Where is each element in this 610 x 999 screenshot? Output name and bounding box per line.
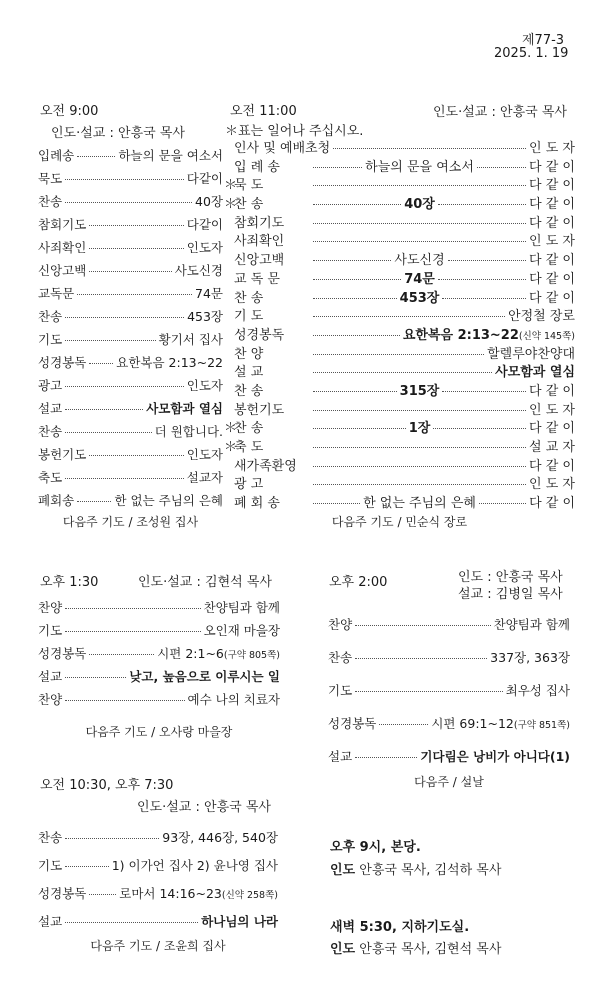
order-row [38, 466, 223, 489]
item-page-ref: (구약 805쪽) [223, 650, 280, 661]
item-label: 참회기도 [234, 215, 285, 231]
item-label: 신앙고백 [38, 263, 87, 278]
item-label: 찬 송 [234, 197, 264, 213]
order-row [38, 619, 280, 642]
s9-leader: 인도·설교 : 안흥국 목사 [51, 126, 185, 141]
s530-leader: 안흥국 목사, 김현석 목사 [359, 942, 502, 957]
order-row [224, 177, 575, 196]
item-value: 하나님의 나라 [201, 914, 278, 929]
item-label: 교독문 [38, 286, 75, 301]
order-row [38, 190, 223, 213]
item-label: 폐회송 [38, 493, 75, 508]
s530-leader-line [330, 938, 501, 957]
item-value: 로마서 14:16~23 [119, 886, 222, 901]
item-value: 인 도 자 [529, 477, 575, 493]
item-page-ref: (구약 851쪽) [513, 720, 570, 731]
item-label: 새가족환영 [234, 458, 297, 474]
order-row [328, 740, 570, 773]
item-label: 설교 [328, 749, 353, 764]
order-row [224, 159, 575, 178]
order-row [38, 236, 223, 259]
item-center: 1장 [408, 421, 431, 437]
item-label: 성경봉독 [234, 327, 285, 343]
s9-title: 오전 9:00 [40, 104, 99, 119]
leader-dots [355, 658, 487, 659]
order-row [224, 495, 575, 514]
item-value: 인도자 [186, 240, 223, 255]
item-label: 찬송 [38, 194, 63, 209]
item-value: 인도자 [186, 378, 223, 393]
item-label: 축도 [38, 470, 63, 485]
order-row [38, 665, 280, 688]
leader-dots [313, 223, 526, 224]
item-value: 다 같 이 [529, 253, 575, 269]
s530-title: 새벽 5:30, 지하기도실. [330, 920, 470, 935]
item-value: 337장, 363장 [490, 650, 570, 665]
item-page-ref: (신약 258쪽) [221, 890, 278, 901]
item-label: 축 도 [234, 440, 264, 455]
item-value: 찬양팀과 함께 [203, 600, 280, 615]
item-label: 입 례 송 [234, 159, 280, 175]
item-value: 인 도 자 [529, 402, 575, 418]
leader-dots [438, 279, 526, 280]
item-value: 설교자 [186, 470, 223, 485]
item-label: 교 독 문 [234, 271, 280, 287]
order-row [224, 383, 575, 402]
s130-order [38, 596, 280, 711]
item-label: 기도 [38, 858, 63, 873]
item-value: 다같이 [186, 171, 223, 186]
leader-dots [313, 167, 362, 168]
item-value: 한 없는 주님의 은혜 [114, 493, 223, 508]
order-row [38, 908, 278, 936]
item-label: 찬 송 [234, 290, 264, 306]
item-label: 찬송 [38, 309, 63, 324]
item-value: 40장 [195, 194, 223, 209]
standing-mark: ＊ [224, 178, 238, 194]
order-row [38, 824, 278, 852]
item-label: 성경봉독 [328, 716, 377, 731]
leader-dots [65, 677, 126, 678]
standing-mark: ＊ [224, 421, 238, 437]
item-value: 다 같 이 [529, 178, 575, 194]
s200-next: 다음주 / 설날 [414, 775, 484, 789]
leader-dots [89, 225, 183, 226]
order-row [224, 215, 575, 234]
leader-dots [65, 700, 184, 701]
order-row [38, 305, 223, 328]
order-row [38, 642, 280, 665]
item-value: 다 같 이 [529, 271, 576, 287]
s900pm-leader: 안흥국 목사, 김석하 목사 [359, 863, 502, 878]
leader-dots [89, 455, 183, 456]
leader-dots [65, 478, 184, 479]
item-value: 다 같 이 [529, 458, 575, 474]
item-label: 찬 송 [234, 421, 264, 437]
order-row [224, 252, 575, 271]
item-center: 315장 [399, 383, 440, 399]
standing-mark: ＊ [224, 197, 238, 213]
item-label: 찬양 [328, 617, 353, 632]
leader-dots [313, 484, 526, 485]
document-date: 2025. 1. 19 [494, 46, 569, 61]
order-row [328, 608, 570, 641]
leader-dots [65, 608, 200, 609]
item-label: 참회기도 [38, 217, 87, 232]
item-value: 황기서 집사 [158, 332, 223, 347]
order-row [224, 196, 575, 215]
item-value: 시편 69:1~12 [431, 716, 514, 731]
order-row [224, 233, 575, 252]
order-row [224, 364, 575, 383]
leader-dots [77, 294, 192, 295]
leader-dots [89, 654, 154, 655]
item-center: 한 없는 주님의 은혜 [363, 496, 476, 512]
leader-dots [65, 922, 198, 923]
s900pm-title: 오후 9시, 본당. [330, 840, 421, 855]
order-row [224, 271, 575, 290]
item-value: 다 같 이 [529, 197, 576, 213]
s9-order [38, 144, 223, 512]
order-row [38, 688, 280, 711]
item-value: 사모함과 열심 [495, 365, 575, 381]
leader-dots [438, 204, 526, 205]
item-value: 더 원합니다. [154, 424, 223, 439]
s11-title: 오전 11:00 [230, 104, 297, 119]
leader-dots [442, 298, 526, 299]
document-number: 제77-3 [522, 33, 565, 48]
item-value: 사도신경 [174, 263, 223, 278]
leader-dots [65, 838, 159, 839]
leader-dots [313, 298, 397, 299]
order-row [38, 213, 223, 236]
order-row [38, 328, 223, 351]
leader-dots [313, 466, 526, 467]
item-label: 폐 회 송 [234, 496, 280, 512]
leader-dots [313, 204, 401, 205]
order-row [38, 167, 223, 190]
item-label: 사죄확인 [234, 234, 285, 250]
leader-dots [65, 432, 152, 433]
s900pm-leader-label: 인도 [330, 863, 356, 878]
item-label: 찬송 [328, 650, 353, 665]
order-row [38, 144, 223, 167]
leader-dots [313, 372, 492, 373]
leader-dots [65, 386, 184, 387]
item-label: 찬 양 [234, 346, 264, 362]
s900pm-leader-line [330, 859, 501, 878]
item-label: 묵 도 [234, 178, 264, 194]
item-value: 요한복음 2:13~22 [116, 355, 223, 370]
item-center: 40장 [404, 197, 435, 213]
leader-dots [65, 866, 109, 867]
order-row [224, 476, 575, 495]
order-row [38, 351, 223, 374]
leader-dots [65, 631, 200, 632]
leader-dots [65, 317, 184, 318]
leader-dots [477, 167, 526, 168]
item-value: 최우성 집사 [505, 683, 570, 698]
leader-dots [313, 316, 505, 317]
leader-dots [333, 148, 526, 149]
order-row [328, 641, 570, 674]
item-center: 74문 [404, 271, 435, 287]
leader-dots [313, 503, 360, 504]
leader-dots [65, 409, 143, 410]
order-row [38, 443, 223, 466]
item-value: 1) 이가언 집사 2) 윤나영 집사 [111, 858, 278, 873]
item-label: 찬 송 [234, 383, 264, 399]
leader-dots [77, 501, 111, 502]
order-row [224, 346, 575, 365]
item-value: 다 같 이 [529, 290, 575, 306]
item-label: 사죄확인 [38, 240, 87, 255]
order-row [38, 489, 223, 512]
item-label: 입례송 [38, 148, 75, 163]
order-row [328, 707, 570, 740]
s1030-title: 오전 10:30, 오후 7:30 [40, 778, 174, 793]
leader-dots [313, 410, 526, 411]
leader-dots [313, 335, 400, 336]
item-label: 설교 [38, 914, 63, 929]
item-label: 설 교 [234, 365, 264, 381]
leader-dots [479, 503, 526, 504]
item-value: 다 같 이 [529, 215, 575, 231]
item-value: 인도자 [186, 447, 223, 462]
item-value: 오인재 마을장 [203, 623, 280, 638]
leader-dots [355, 757, 417, 758]
item-label: 봉헌기도 [38, 447, 87, 462]
leader-dots [313, 447, 526, 448]
leader-dots [448, 260, 526, 261]
order-row [38, 282, 223, 305]
item-value: 93장, 446장, 540장 [162, 830, 278, 845]
s530-leader-label: 인도 [330, 942, 356, 957]
leader-dots [65, 340, 155, 341]
s130-leader: 인도·설교 : 김현석 목사 [138, 575, 272, 590]
leader-dots [442, 391, 526, 392]
item-label: 설교 [38, 669, 63, 684]
order-row [38, 880, 278, 908]
order-row [38, 259, 223, 282]
s130-title: 오후 1:30 [40, 575, 99, 590]
s11-next: 다음주 기도 / 민순식 장로 [331, 515, 468, 529]
item-value: 하늘의 문을 여소서 [118, 148, 223, 163]
item-label: 광 고 [234, 477, 264, 493]
order-row [224, 327, 575, 346]
leader-dots [89, 248, 183, 249]
item-label: 성경봉독 [38, 355, 87, 370]
item-label: 찬양 [38, 600, 63, 615]
leader-dots [65, 202, 192, 203]
item-label: 기도 [38, 332, 63, 347]
item-label: 광고 [38, 378, 63, 393]
order-row [38, 596, 280, 619]
order-row [38, 374, 223, 397]
item-value: 다 같 이 [529, 421, 575, 437]
item-label: 기도 [38, 623, 63, 638]
item-label: 신앙고백 [234, 253, 285, 269]
s11-order [224, 140, 575, 514]
leader-dots [379, 724, 428, 725]
s11-leader: 인도·설교 : 안흥국 목사 [433, 105, 567, 120]
leader-dots [89, 363, 113, 364]
s9-next: 다음주 기도 / 조성원 집사 [62, 515, 199, 529]
item-center: 사도신경 [394, 253, 445, 269]
item-label: 기 도 [234, 309, 264, 325]
item-value: 인 도 자 [529, 234, 575, 250]
s1030-order [38, 824, 278, 936]
item-label: 성경봉독 [38, 886, 87, 901]
leader-dots [433, 428, 526, 429]
order-row [224, 308, 575, 327]
item-label: 찬양 [38, 692, 63, 707]
order-row [328, 674, 570, 707]
item-center: 요한복음 2:13~22 [402, 327, 519, 343]
item-label: 설교 [38, 401, 63, 416]
item-value: 다 같 이 [529, 383, 575, 399]
item-center: 453장 [399, 290, 440, 306]
item-value: 낮고, 높음으로 이루시는 일 [129, 669, 280, 684]
item-value: 할렐루야찬양대 [487, 346, 575, 362]
order-row [224, 439, 575, 458]
leader-dots [313, 354, 484, 355]
s130-next: 다음주 기도 / 오사랑 마을장 [85, 725, 233, 739]
item-label: 찬송 [38, 424, 63, 439]
leader-dots [89, 271, 171, 272]
item-value: 찬양팀과 함께 [493, 617, 570, 632]
s200-order [328, 608, 570, 773]
order-row [224, 458, 575, 477]
item-center: 하늘의 문을 여소서 [365, 159, 474, 175]
leader-dots [89, 894, 116, 895]
s1030-next: 다음주 기도 / 조윤희 집사 [90, 939, 226, 953]
s200-leader-2: 설교 : 김병일 목사 [458, 587, 563, 602]
s11-standing-note: ＊표는 일어나 주십시오. [225, 124, 364, 139]
order-row [224, 402, 575, 421]
item-page-ref: (신약 145쪽) [518, 330, 575, 342]
order-row [38, 852, 278, 880]
item-label: 묵도 [38, 171, 63, 186]
item-value: 다 같 이 [529, 159, 575, 175]
item-value: 안정철 장로 [508, 309, 575, 325]
leader-dots [355, 691, 502, 692]
leader-dots [313, 391, 397, 392]
item-value: 예수 나의 치료자 [187, 692, 280, 707]
leader-dots [313, 241, 526, 242]
order-row [224, 140, 575, 159]
leader-dots [355, 625, 490, 626]
leader-dots [313, 428, 406, 429]
item-label: 기도 [328, 683, 353, 698]
order-row [224, 290, 575, 309]
item-value: 453장 [187, 309, 223, 324]
s1030-leader: 인도·설교 : 안흥국 목사 [137, 800, 271, 815]
order-row [38, 420, 223, 443]
item-value: 인 도 자 [529, 141, 575, 156]
s200-leader-1: 인도 : 안흥국 목사 [458, 570, 563, 585]
item-label: 인사 및 예배초청 [234, 141, 331, 156]
item-value: 기다림은 낭비가 아니다(1) [420, 749, 570, 764]
item-value: 다 같 이 [529, 496, 576, 512]
order-row [38, 397, 223, 420]
item-value: 시편 2:1~6 [157, 646, 224, 661]
leader-dots [77, 156, 115, 157]
item-value: 사모함과 열심 [146, 401, 223, 416]
leader-dots [65, 179, 184, 180]
item-value: 74문 [195, 286, 223, 301]
leader-dots [313, 260, 391, 261]
standing-mark: ＊ [224, 440, 238, 455]
leader-dots [313, 279, 401, 280]
s200-title: 오후 2:00 [329, 575, 388, 590]
item-label: 봉헌기도 [234, 402, 285, 418]
item-label: 성경봉독 [38, 646, 87, 661]
order-row [224, 420, 575, 439]
item-value: 설 교 자 [529, 440, 575, 455]
item-value: 다같이 [186, 217, 223, 232]
leader-dots [313, 185, 526, 186]
item-label: 찬송 [38, 830, 63, 845]
